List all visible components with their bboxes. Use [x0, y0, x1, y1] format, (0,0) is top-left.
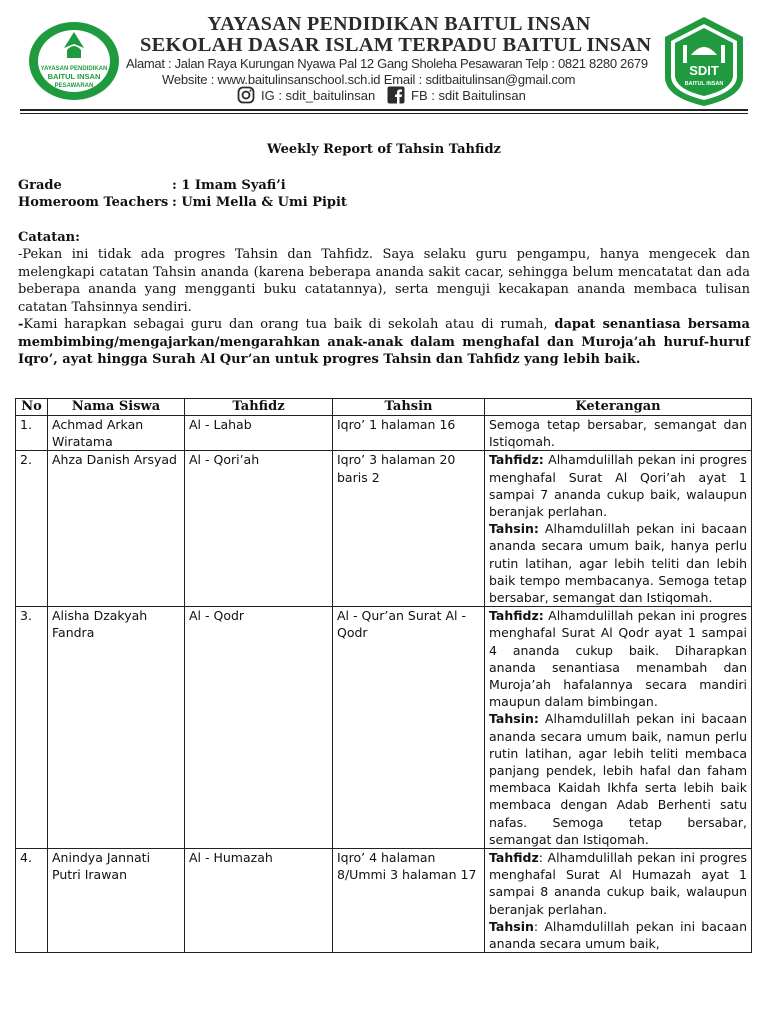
tahfidz-note: Alhamdulillah pekan ini progres menghafal Surat Al Qodr ayat 1 sampai 4 ananda cukup baik. Diharapkan ananda senantiasa menambah dan Muroja’ah hafalannya secara mandiri maupun dalam bimbingan.	[489, 608, 747, 710]
tahsin-note-label: Tahsin:	[489, 711, 539, 727]
facebook-icon	[387, 86, 405, 104]
note-paragraph-1: -Pekan ini tidak ada progres Tahsin dan Tahfidz. Saya selaku guru pengampu, hanya mengecek dan melengkapi catatan Tahsin ananda (karena beberapa ananda sakit cacar, sehingga belum mencatatat dan ada beberapa ananda yang mengganti buku catatannya), serta menguji kecakapan ananda membaca tulisan catatan Tahsinnya sendiri.	[18, 247, 750, 315]
tahfidz-note-label: Tahfidz	[489, 850, 539, 866]
note-2-dash: -	[18, 317, 24, 332]
header-tahsin: Tahsin	[333, 399, 485, 416]
letterhead	[126, 14, 656, 88]
logo-left-line1: YAYASAN PENDIDIKAN	[40, 66, 108, 72]
row-keterangan	[485, 849, 752, 953]
tahfidz-note-colon: :	[538, 850, 543, 866]
logo-left-line3: PESAWARAN	[54, 83, 94, 89]
tahsin-note: Alhamdulillah pekan ini bacaan ananda secara umum baik, namun perlu rutin latihan, agar lebih teliti membaca panjang pendek, lebih hafal dan faham membaca Kaidah Ikhfa serta lebih baik membaca dengan Adab Berhenti satu nafas. Semoga tetap bersabar, semangat dan Istiqomah.	[489, 711, 747, 847]
logo-right-line1: SDIT	[689, 63, 719, 78]
header-keterangan: Keterangan	[485, 399, 752, 416]
tahfidz-note-label: Tahfidz:	[489, 452, 544, 468]
row-no: 1.	[16, 416, 48, 451]
row-tahfidz: Al - Qori’ah	[185, 451, 333, 607]
foundation-logo	[27, 20, 121, 102]
header-name: Nama Siswa	[48, 399, 185, 416]
tahsin-note-label: Tahsin	[489, 918, 534, 934]
teachers-value: : Umi Mella & Umi Pipit	[172, 195, 347, 210]
header-tahfidz: Tahfidz	[185, 399, 333, 416]
tahsin-note: Alhamdulillah pekan ini bacaan ananda secara umum baik, hanya perlu rutin latihan, agar lebih teliti dan lebih baik tempo membacanya. Semoga tetap bersabar, semangat dan Istiqomah.	[489, 521, 747, 606]
tahsin-note-colon: :	[533, 918, 539, 934]
note-2-bold: dapat senantiasa bersama membimbing/mengajarkan/mengarahkan anak-anak dalam menghafal dan Muroja’ah huruf-huruf Iqro’, ayat hingga Surah Al Qur’an untuk progres Tahsin dan Tahfidz yang lebih baik.	[18, 317, 750, 367]
instagram-handle: IG : sdit_baitulinsan	[261, 87, 376, 103]
report-table	[15, 398, 752, 953]
school-address: Alamat : Jalan Raya Kurungan Nyawa Pal 12 Gang Sholeha Pesawaran Telp : 0821 8280 2679	[126, 56, 648, 71]
row-no: 4.	[16, 849, 48, 953]
tahsin-note-label: Tahsin:	[489, 521, 539, 537]
row-student-name: Achmad Arkan Wiratama	[48, 416, 185, 451]
report-body	[18, 141, 750, 369]
school-website-email: Website : www.baitulinsanschool.sch.id Email : sditbaitulinsan@gmail.com	[162, 72, 576, 87]
row-no: 2.	[16, 451, 48, 607]
table-row	[16, 607, 752, 849]
row-tahfidz: Al - Humazah	[185, 849, 333, 953]
row-tahsin: Al - Qur’an Surat Al - Qodr	[333, 607, 485, 849]
school-name: SEKOLAH DASAR ISLAM TERPADU BAITUL INSAN	[140, 34, 652, 56]
tahfidz-note: Alhamdulillah pekan ini progres menghafal Surat Al Qori’ah ayat 1 sampai 7 ananda cukup baik, walaupun beranjak perlahan.	[489, 452, 747, 520]
row-keterangan	[485, 451, 752, 607]
logo-left-line2: BAITUL INSAN	[47, 72, 101, 81]
row-tahfidz: Al - Lahab	[185, 416, 333, 451]
row-student-name: Alisha Dzakyah Fandra	[48, 607, 185, 849]
school-logo	[661, 15, 747, 108]
header-no: No	[16, 399, 48, 416]
tahfidz-note-label: Tahfidz:	[489, 608, 544, 624]
row-tahfidz: Al - Qodr	[185, 607, 333, 849]
page-title: Weekly Report of Tahsin Tahfidz	[267, 142, 501, 157]
row-keterangan: Semoga tetap bersabar, semangat dan Istiqomah.	[485, 416, 752, 451]
row-student-name: Anindya Jannati Putri Irawan	[48, 849, 185, 953]
letterhead-rule-thin	[20, 113, 748, 114]
tahfidz-note: Alhamdulillah pekan ini progres menghafal Surat Al Humazah ayat 1 sampai 8 ananda cukup baik, walaupun beranjak perlahan.	[489, 850, 747, 917]
table-row	[16, 416, 752, 451]
note-2-plain: Kami harapkan sebagai guru dan orang tua baik di sekolah atau di rumah,	[23, 317, 555, 332]
row-tahsin: Iqro’ 4 halaman 8/Ummi 3 halaman 17	[333, 849, 485, 953]
table-row	[16, 849, 752, 953]
teachers-label: Homeroom Teachers	[18, 195, 169, 210]
grade-label: Grade	[18, 177, 62, 193]
notes-heading: Catatan:	[18, 229, 80, 245]
instagram-contact	[237, 86, 375, 104]
note-paragraph-2	[18, 316, 750, 369]
tahsin-note: Alhamdulillah pekan ini bacaan ananda secara umum baik,	[489, 918, 747, 952]
class-info	[18, 177, 750, 212]
foundation-name: YAYASAN PENDIDIKAN BAITUL INSAN	[207, 13, 591, 35]
facebook-handle: FB : sdit Baitulinsan	[411, 87, 526, 103]
row-tahsin: Iqro’ 3 halaman 20 baris 2	[333, 451, 485, 607]
row-student-name: Ahza Danish Arsyad	[48, 451, 185, 607]
row-no: 3.	[16, 607, 48, 849]
logo-right-line2: BAITUL INSAN	[684, 81, 724, 87]
grade-value: : 1 Imam Syafi’i	[172, 177, 286, 193]
table-row	[16, 451, 752, 607]
facebook-contact	[387, 86, 526, 104]
letterhead-rule	[20, 109, 748, 111]
instagram-icon	[237, 86, 255, 104]
row-keterangan	[485, 607, 752, 849]
table-header-row	[16, 399, 752, 416]
row-tahsin: Iqro’ 1 halaman 16	[333, 416, 485, 451]
